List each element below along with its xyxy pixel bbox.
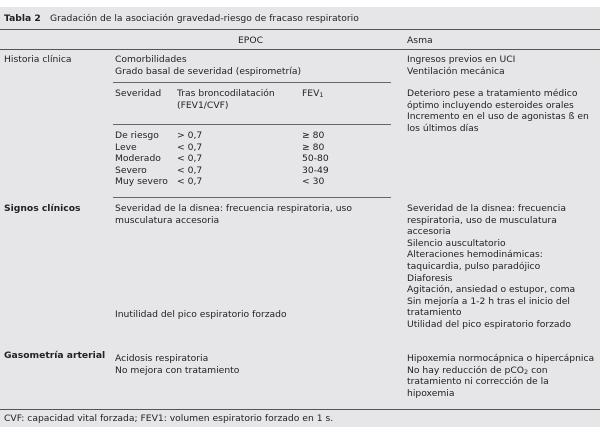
column-header-epoc: EPOC bbox=[238, 35, 263, 46]
signos-epoc-extra: Inutilidad del pico espiratorio forzado bbox=[115, 309, 287, 320]
historia-epoc-line: Grado basal de severidad (espirometría) bbox=[115, 65, 302, 77]
severity-cell-fev1: ≥ 80 bbox=[302, 130, 325, 141]
signos-asma-line: Alteraciones hemodinámicas: bbox=[407, 249, 543, 261]
gasometria-epoc-line: No mejora con tratamiento bbox=[115, 364, 240, 376]
historia-asma-group2 bbox=[407, 88, 589, 134]
signos-asma-line: respiratoria, uso de musculatura bbox=[407, 214, 557, 226]
signos-asma-line: Silencio auscultatorio bbox=[407, 237, 506, 249]
severity-cell-severidad: Leve bbox=[115, 141, 137, 153]
pco2-post: con bbox=[528, 364, 548, 376]
historia-asma-line: Deterioro pese a tratamiento médico bbox=[407, 88, 578, 99]
historia-asma-line: Ventilación mecánica bbox=[407, 65, 505, 77]
severity-cell-severidad: Muy severo bbox=[115, 176, 168, 188]
severity-table-top-rule bbox=[113, 82, 391, 83]
signos-epoc-line: Severidad de la disnea: frecuencia respiratoria, uso bbox=[115, 203, 352, 214]
severity-header-fev1 bbox=[302, 88, 324, 100]
severity-header-tras-line: Tras broncodilatación bbox=[177, 88, 275, 99]
signos-asma-line: tratamiento bbox=[407, 307, 462, 319]
gasometria-epoc-line: Acidosis respiratoria bbox=[115, 353, 209, 364]
row-label-signos: Signos clínicos bbox=[4, 203, 81, 214]
signos-asma-line: Diaforesis bbox=[407, 272, 453, 284]
severity-cell-ratio: < 0,7 bbox=[177, 164, 203, 176]
severity-cell-ratio: > 0,7 bbox=[177, 130, 203, 141]
pco2-pre: No hay reducción de pCO bbox=[407, 364, 525, 376]
severity-cell-ratio: < 0,7 bbox=[177, 153, 203, 165]
severity-cell-ratio: < 0,7 bbox=[177, 141, 203, 153]
fev-base: FEV bbox=[302, 88, 320, 99]
historia-asma-line: los últimos días bbox=[407, 122, 479, 134]
title-rule bbox=[0, 29, 600, 30]
table-title: Gradación de la asociación gravedad-riesgo de fracaso respiratorio bbox=[50, 13, 359, 24]
gasometria-epoc-text bbox=[115, 353, 239, 376]
gasometria-asma-line: hipoxemia bbox=[407, 387, 455, 399]
historia-asma-line: Incremento en el uso de agonistas ß en bbox=[407, 111, 589, 123]
severity-table-bottom-rule bbox=[113, 197, 391, 198]
historia-epoc-line: Comorbilidades bbox=[115, 54, 187, 65]
signos-epoc-line: musculatura accesoria bbox=[115, 214, 220, 226]
row-label-historia: Historia clínica bbox=[4, 54, 72, 65]
severity-header-rule bbox=[113, 124, 391, 125]
fev-subscript: 1 bbox=[319, 91, 324, 99]
severity-cell-fev1: ≥ 80 bbox=[302, 141, 325, 153]
severity-cell-severidad: De riesgo bbox=[115, 130, 159, 141]
gasometria-asma-line: tratamiento ni corrección de la bbox=[407, 376, 549, 388]
signos-asma-line: Sin mejoría a 1-2 h tras el inicio del bbox=[407, 295, 570, 307]
historia-asma-group1 bbox=[407, 54, 515, 77]
severity-cell-ratio: < 0,7 bbox=[177, 176, 203, 188]
gasometria-asma-text bbox=[407, 353, 594, 399]
severity-cell-severidad: Severo bbox=[115, 164, 147, 176]
gasometria-asma-line: Hipoxemia normocápnica o hipercápnica bbox=[407, 353, 595, 364]
historia-epoc-text bbox=[115, 54, 301, 77]
historia-asma-line: Ingresos previos en UCI bbox=[407, 54, 516, 65]
column-header-asma: Asma bbox=[407, 35, 433, 46]
signos-asma-line: taquicardia, pulso paradójico bbox=[407, 260, 541, 272]
historia-asma-line: óptimo incluyendo esteroides orales bbox=[407, 99, 574, 111]
signos-asma-line: Utilidad del pico espiratorio forzado bbox=[407, 318, 571, 330]
severity-cell-severidad: Moderado bbox=[115, 153, 161, 165]
severity-header-tras bbox=[177, 88, 275, 111]
severity-header-severidad: Severidad bbox=[115, 88, 162, 99]
signos-asma-line: Severidad de la disnea: frecuencia bbox=[407, 203, 566, 214]
table-label: Tabla 2 bbox=[4, 13, 41, 24]
footer-rule bbox=[0, 409, 600, 410]
severity-cell-fev1: 30-49 bbox=[302, 164, 329, 176]
severity-header-tras-line: (FEV1/CVF) bbox=[177, 99, 229, 111]
row-label-gasometria: Gasometría arterial bbox=[4, 350, 106, 361]
severity-cell-fev1: < 30 bbox=[302, 176, 325, 188]
pco2-subscript: 2 bbox=[524, 367, 529, 376]
severity-cell-fev1: 50-80 bbox=[302, 153, 329, 165]
header-rule bbox=[0, 49, 600, 50]
signos-epoc-text bbox=[115, 203, 352, 226]
signos-asma-line: accesoria bbox=[407, 226, 451, 238]
signos-asma-line: Agitación, ansiedad o estupor, coma bbox=[407, 284, 576, 296]
signos-asma-text bbox=[407, 203, 575, 331]
footnote: CVF: capacidad vital forzada; FEV1: volumen espiratorio forzado en 1 s. bbox=[4, 413, 334, 424]
gasometria-asma-line bbox=[407, 365, 594, 377]
